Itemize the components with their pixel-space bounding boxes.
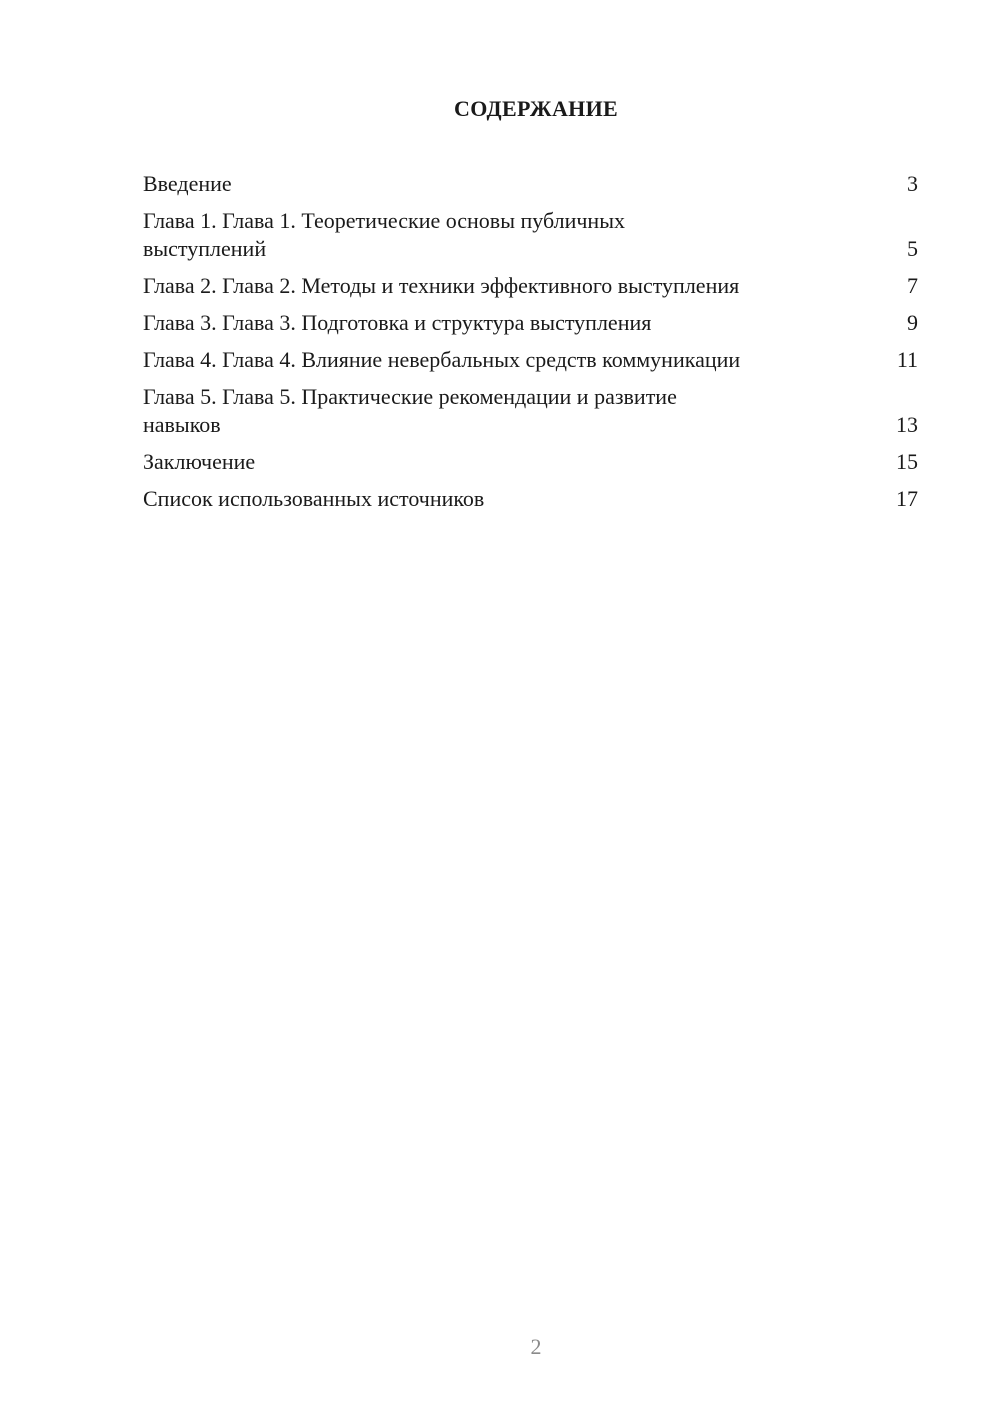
page-number: 2 xyxy=(530,1334,542,1359)
toc-entry-label: Глава 2. Глава 2. Методы и техники эффективного выступления xyxy=(143,273,740,298)
toc-entry-page: 3 xyxy=(907,171,918,196)
toc-entry-page: 11 xyxy=(896,347,918,372)
toc-entry-page: 9 xyxy=(907,310,918,335)
toc-entry-label: Глава 1. Глава 1. Теоретические основы публичных выступлений xyxy=(143,208,625,261)
table-of-contents xyxy=(143,170,918,522)
toc-entry-label: Глава 3. Глава 3. Подготовка и структура выступления xyxy=(143,310,652,335)
toc-entry-chapter-3[interactable] xyxy=(143,309,918,337)
toc-entry-label: Глава 4. Глава 4. Влияние невербальных средств коммуникации xyxy=(143,347,741,372)
toc-entry-chapter-1[interactable] xyxy=(143,207,918,263)
toc-entry-label: Введение xyxy=(143,171,232,196)
toc-entry-chapter-2[interactable] xyxy=(143,272,918,300)
toc-entry-chapter-5[interactable] xyxy=(143,383,918,439)
toc-entry-page: 17 xyxy=(896,486,918,511)
toc-entry-label: Список использованных источников xyxy=(143,486,485,511)
toc-entry-conclusion[interactable] xyxy=(143,448,918,476)
toc-entry-page: 13 xyxy=(896,412,918,437)
page-title: СОДЕРЖАНИЕ xyxy=(454,96,618,121)
toc-entry-page: 5 xyxy=(907,236,918,261)
toc-entry-label: Глава 5. Глава 5. Практические рекомендации и развитие навыков xyxy=(143,384,677,437)
toc-entry-page: 7 xyxy=(907,273,918,298)
toc-entry-references[interactable] xyxy=(143,485,918,513)
toc-entry-chapter-4[interactable] xyxy=(143,346,918,374)
toc-entry-label: Заключение xyxy=(143,449,256,474)
toc-entry-introduction[interactable] xyxy=(143,170,918,198)
toc-entry-page: 15 xyxy=(896,449,918,474)
